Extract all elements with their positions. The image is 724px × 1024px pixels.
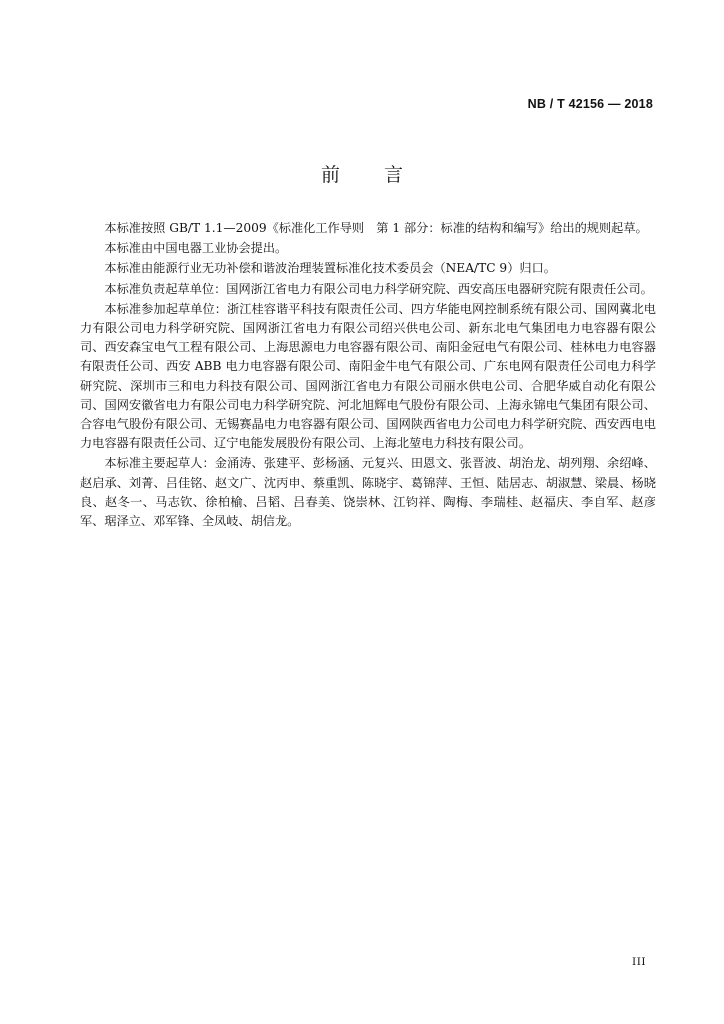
standard-code: NB / T 42156 — 2018 [527, 97, 653, 111]
paragraph-administered-by: 本标准由能源行业无功补偿和谐波治理装置标准化技术委员会（NEA/TC 9）归口。 [104, 261, 556, 276]
paragraph-drafting-rules: 本标准按照 GB/T 1.1—2009《标准化工作导则 第 1 部分：标准的结构和编写》给出的规则起草。 [104, 221, 648, 235]
page-title: 前言 [320, 164, 447, 186]
page-number: III [632, 956, 646, 968]
foreword-body [80, 219, 656, 532]
paragraph-responsible-drafters: 本标准负责起草单位：国网浙江省电力有限公司电力科学研究院、西安高压电器研究院有限责任公司。 [104, 281, 653, 296]
paragraph-main-drafters: 本标准主要起草人：金涌涛、张建平、彭杨涵、元复兴、田恩文、张晋波、胡治龙、胡列翔、余绍峰、赵启承、刘菁、吕佳铭、赵文广、沈丙申、蔡重凯、陈晓宇、葛锦萍、王恒、陆居志、胡淑慧、梁晨、杨晓良、赵冬一、马志钦、徐柏榆、吕韬、吕春美、饶崇林、江钧祥、陶梅、李瑞桂、赵福庆、李自军、赵彦军、琚泽立、邓军锋、全凤岐、胡信龙。 [80, 456, 656, 529]
paragraph-participating-drafters: 本标准参加起草单位：浙江桂容谐平科技有限责任公司、四方华能电网控制系统有限公司、国网冀北电力有限公司电力科学研究院、国网浙江省电力有限公司绍兴供电公司、新东北电气集团电力电容器有限公司、西安森宝电气工程有限公司、上海思源电力电容器有限公司、南阳金冠电气有限公司、桂林电力电容器有限责任公司、西安 ABB 电力电容器有限公司、南阳金牛电气有限公司、广东电网有限责任公司电力科学研究院、深圳市三和电力科技有限公司、国网浙江省电力有限公司丽水供电公司、合肥华威自动化有限公司、国网安徽省电力有限公司电力科学研究院、河北旭辉电气股份有限公司、上海永锦电气集团有限公司、合容电气股份有限公司、无锡赛晶电力电容器有限公司、国网陕西省电力公司电力科学研究院、西安西电电力电容器有限责任公司、辽宁电能发展股份有限公司、上海北堃电力科技有限公司。 [80, 301, 656, 451]
paragraph-proposed-by: 本标准由中国电器工业协会提出。 [104, 241, 288, 256]
